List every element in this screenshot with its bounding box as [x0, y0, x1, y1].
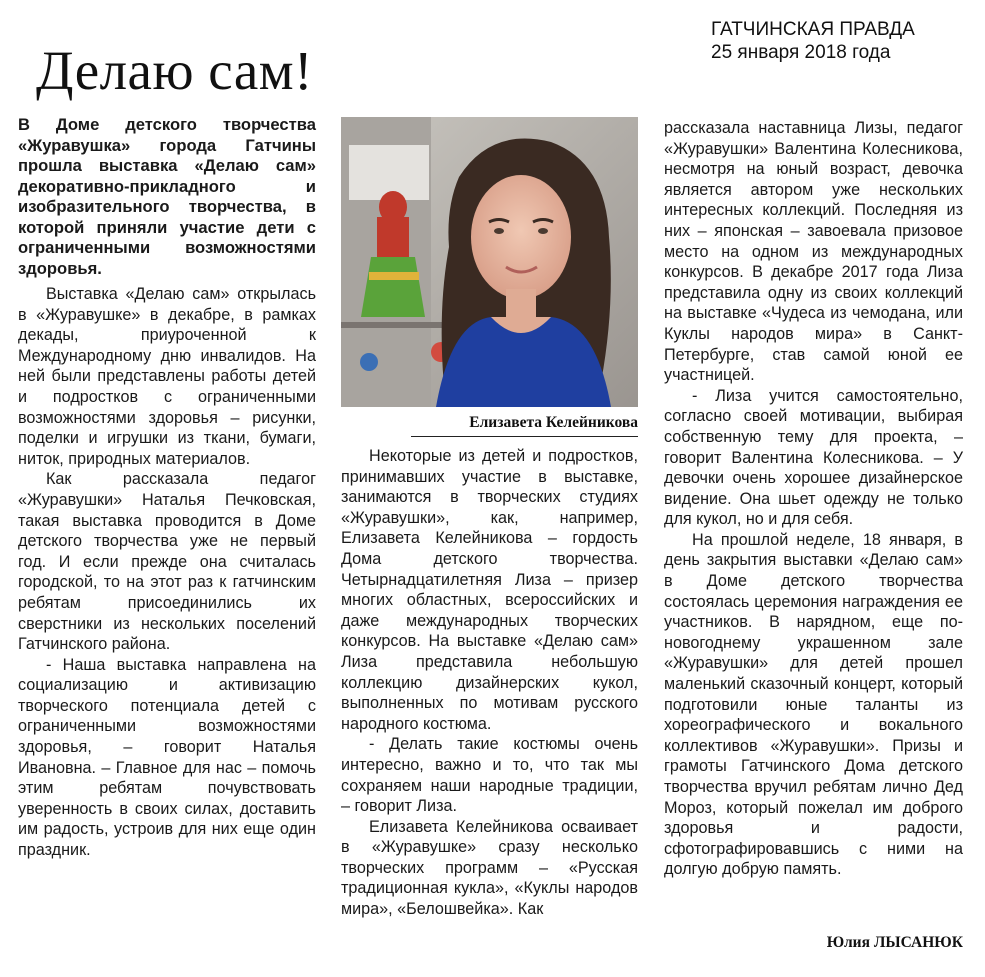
- article-author: Юлия ЛЫСАНЮК: [826, 934, 963, 951]
- caption-text: Елизавета Келейникова: [469, 414, 638, 431]
- article-headline: Делаю сам!: [36, 40, 313, 101]
- paragraph: Елизавета Келейникова осваивает в «Журавушке» сразу несколько творческих программ – «Русская традиционная кукла», «Куклы народов мира», «Белошвейка». Как: [341, 817, 638, 919]
- issue-date: 25 января 2018 года: [711, 42, 891, 63]
- article-lead: В Доме детского творчества «Журавушка» города Гатчины прошла выставка «Делаю сам» декоративно-прикладного и изобразительного творчества, в которой приняли участие дети с ограниченными возможностями здоровья.: [18, 115, 316, 278]
- paragraph: - Лиза учится самостоятельно, согласно своей мотивации, выбирая собственную тему для проекта, – говорит Валентина Колесникова. – У девочки очень хорошее дизайнерское видение. Она шьет одежду не только для кукол, но и для себя.: [664, 386, 963, 529]
- article-column-1: [18, 115, 316, 861]
- portrait-photo: [341, 117, 638, 407]
- paragraph-continuation: рассказала наставница Лизы, педагог «Журавушки» Валентина Колесникова, несмотря на юный возраст, девочка является автором уже нескольких интересных коллекций. Последняя из них – японская – завоевала призовое место на одном из международных конкурсов. В декабре 2017 года Лиза представила одну из своих коллекций на выставке «Чудеса из чемодана, или Куклы народов мира» в Санкт-Петербурге, став самой юной ее участницей.: [664, 119, 963, 385]
- paragraph: Выставка «Делаю сам» открылась в «Журавушке» в декабре, в рамках декады, приуроченной к Международному дню инвалидов. На ней были представлены работы детей и подростков с ограниченными возможностями здоровья – рисунки, поделки и игрушки из ткани, бумаги, ниток, природных материалов.: [18, 285, 316, 468]
- article-column-2: [341, 446, 638, 920]
- photo-caption: [341, 413, 638, 437]
- caption-rule: [411, 436, 638, 437]
- paragraph: - Делать такие костюмы очень интересно, важно и то, что так мы сохраняем наши народные традиции, – говорит Лиза.: [341, 735, 638, 816]
- paragraph: Некоторые из детей и подростков, принимавших участие в выставке, занимаются в творческих студиях «Журавушки», как, например, Елизавета Келейникова – гордость Дома детского творчества. Четырнадцатилетняя Лиза – призер многих областных, всероссийских и даже международных творческих конкурсов. На выставке «Делаю сам» Лиза представила небольшую коллекцию дизайнерских кукол, выполненных по мотивам русского народного костюма.: [341, 447, 638, 733]
- article-column-3: [664, 118, 963, 880]
- paragraph: Как рассказала педагог «Журавушки» Наталья Печковская, такая выставка проводится в Доме детского творчества уже не первый год. И если прежде она считалась городской, то на этот раз к гатчинским ребятам присоединились их сверстники из нескольких поселений Гатчинского района.: [18, 470, 316, 654]
- paragraph: На прошлой неделе, 18 января, в день закрытия выставки «Делаю сам» в Доме детского творчества состоялась церемония награждения ее участников. В нарядном, еще по-новогоднему украшенном зале «Журавушки» для детей прошел маленький сказочный концерт, который подготовили юные таланты из хореографического и вокального коллективов «Журавушки». Призы и грамоты Гатчинского Дома детского творчества вручил ребятам лично Дед Мороз, который пожелал им доброго здоровья и радости, сфотографировавшись с ними на долгую добрую память.: [664, 530, 963, 879]
- newspaper-source: [711, 18, 971, 64]
- paragraph: - Наша выставка направлена на социализацию и активизацию творческого потенциала детей с ограниченными возможностями здоровья, – говорит Наталья Ивановна. – Главное для нас – помочь этим ребятам почувствовать уверенность в своих силах, доставить им радость, устроив для них еще один праздник.: [18, 655, 316, 860]
- newspaper-name: ГАТЧИНСКАЯ ПРАВДА: [711, 19, 915, 40]
